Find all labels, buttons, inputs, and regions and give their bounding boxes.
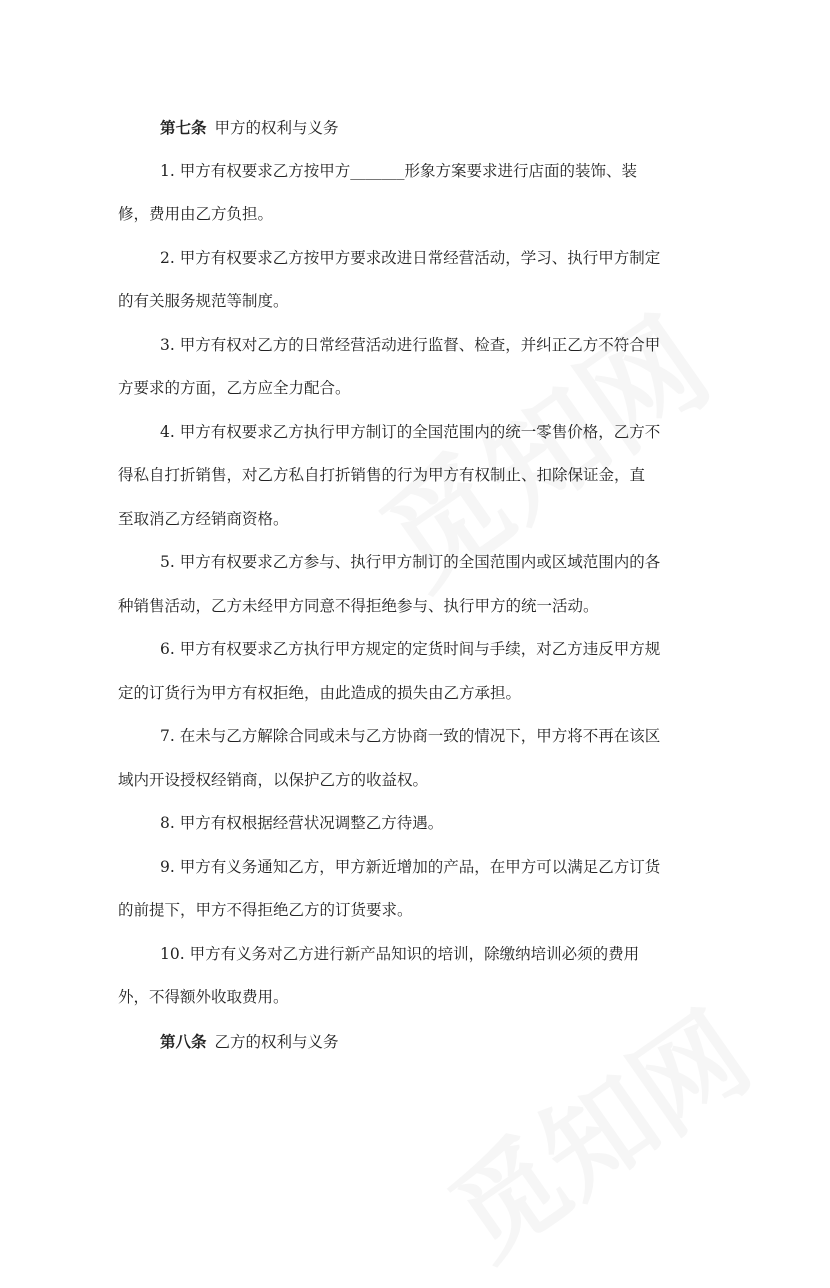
clause-line: 4. 甲方有权要求乙方执行甲方制订的全国范围内的统一零售价格，乙方不 bbox=[160, 422, 661, 441]
clause-line: 至取消乙方经销商资格。 bbox=[118, 509, 289, 528]
article-title: 乙方的权利与义务 bbox=[214, 1032, 339, 1051]
clause-line: 的前提下，甲方不得拒绝乙方的订货要求。 bbox=[118, 901, 413, 919]
clause-line: 方要求的方面，乙方应全力配合。 bbox=[118, 379, 351, 397]
clause-line: 种销售活动，乙方未经甲方同意不得拒绝参与、执行甲方的统一活动。 bbox=[118, 596, 599, 615]
clause-line: 修，费用由乙方负担。 bbox=[118, 205, 274, 223]
clause-line: 6. 甲方有权要求乙方执行甲方规定的定货时间与手续，对乙方违反甲方规 bbox=[160, 640, 661, 658]
article-heading bbox=[118, 106, 718, 150]
contract-body bbox=[118, 106, 718, 1063]
clause-line: 1. 甲方有权要求乙方按甲方_______形象方案要求进行店面的装饰、装 bbox=[160, 161, 637, 180]
clause-line: 外，不得额外收取费用。 bbox=[118, 988, 289, 1006]
clause-line: 得私自打折销售，对乙方私自打折销售的行为甲方有权制止、扣除保证金，直 bbox=[118, 466, 646, 484]
clause-line: 7. 在未与乙方解除合同或未与乙方协商一致的情况下，甲方将不再在该区 bbox=[160, 727, 661, 745]
article-heading bbox=[118, 1020, 718, 1064]
article-title: 甲方的权利与义务 bbox=[214, 119, 339, 137]
clause-line: 8. 甲方有权根据经营状况调整乙方待遇。 bbox=[160, 814, 444, 832]
article-number: 第八条 bbox=[160, 1031, 207, 1051]
clause-line: 5. 甲方有权要求乙方参与、执行甲方制订的全国范围内或区域范围内的各 bbox=[160, 553, 661, 571]
clause-line: 3. 甲方有权对乙方的日常经营活动进行监督、检查，并纠正乙方不符合甲 bbox=[160, 335, 661, 354]
clause-line: 域内开设授权经销商，以保护乙方的收益权。 bbox=[118, 770, 429, 789]
clause-line: 定的订货行为甲方有权拒绝，由此造成的损失由乙方承担。 bbox=[118, 683, 522, 702]
clause-line: 9. 甲方有义务通知乙方，甲方新近增加的产品，在甲方可以满足乙方订货 bbox=[160, 857, 661, 876]
clause-line: 10. 甲方有义务对乙方进行新产品知识的培训，除缴纳培训必须的费用 bbox=[160, 944, 640, 963]
clause-line: 2. 甲方有权要求乙方按甲方要求改进日常经营活动，学习、执行甲方制定 bbox=[160, 248, 661, 267]
clause-line: 的有关服务规范等制度。 bbox=[118, 292, 289, 310]
article-number: 第七条 bbox=[160, 118, 207, 137]
